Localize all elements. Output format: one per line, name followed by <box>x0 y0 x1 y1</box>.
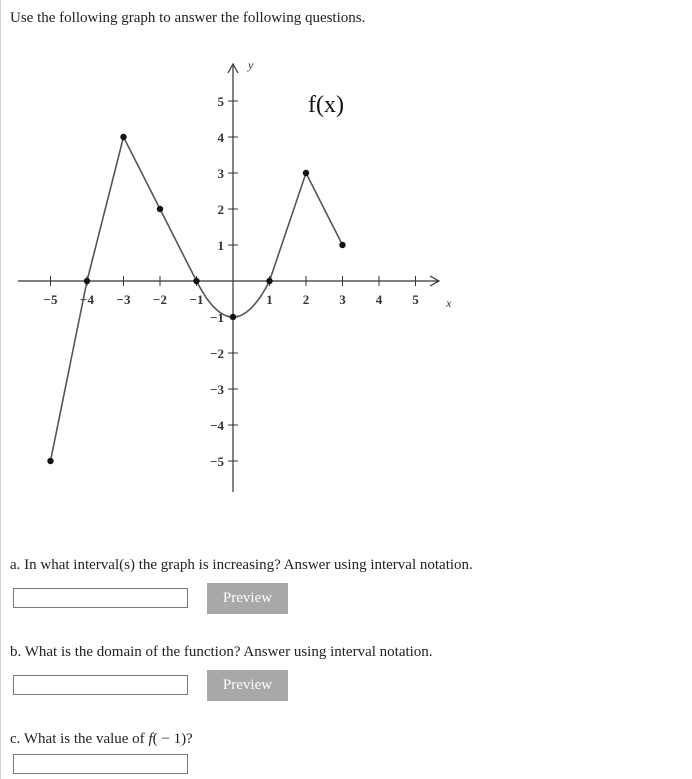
question-c <box>10 731 193 748</box>
y-axis-letter: y <box>248 58 254 72</box>
graph-point <box>339 242 345 248</box>
y-tick-label: −1 <box>210 310 224 325</box>
preview-a-button[interactable]: Preview <box>207 583 288 614</box>
x-tick-label: 3 <box>339 292 346 307</box>
graph-point <box>266 278 272 284</box>
y-tick-label: 1 <box>217 238 224 253</box>
x-tick-label: −1 <box>189 292 204 307</box>
x-tick-label: −3 <box>116 292 131 307</box>
intro-text: Use the following graph to answer the following questions. <box>10 10 366 26</box>
x-tick-label: 4 <box>375 292 383 307</box>
x-tick-label: −4 <box>80 292 94 307</box>
graph-point <box>120 134 126 140</box>
question-b: b. What is the domain of the function? Answer using interval notation. <box>10 644 433 660</box>
x-tick-label: 5 <box>412 292 419 307</box>
graph-point <box>157 206 163 212</box>
question-a: a. In what interval(s) the graph is increasing? Answer using interval notation. <box>10 557 473 573</box>
x-tick-label: 1 <box>266 292 273 307</box>
right-piece-line <box>270 173 343 281</box>
x-axis-letter: x <box>446 296 452 310</box>
x-tick-label: 2 <box>302 292 310 307</box>
question-c-arg: ( − 1)? <box>152 731 193 747</box>
function-graph <box>0 52 470 502</box>
y-tick-label: 5 <box>217 94 224 109</box>
y-tick-label: −5 <box>210 454 224 469</box>
x-tick-label: −2 <box>153 292 167 307</box>
graph-point <box>47 458 53 464</box>
preview-b-button[interactable]: Preview <box>207 670 288 701</box>
y-tick-label: −4 <box>210 418 224 433</box>
y-tick-label: 2 <box>217 202 224 217</box>
y-tick-label: 4 <box>217 130 224 145</box>
y-tick-label: 3 <box>217 166 224 181</box>
graph-point <box>193 278 199 284</box>
y-tick-label: −3 <box>210 382 224 397</box>
answer-a-input[interactable] <box>13 588 188 608</box>
graph-point <box>303 170 309 176</box>
question-c-text: c. What is the value of <box>10 731 149 747</box>
y-tick-label: −2 <box>210 346 224 361</box>
graph-point <box>230 314 236 320</box>
answer-c-input[interactable] <box>13 754 188 774</box>
function-label: f(x) <box>308 92 344 118</box>
graph-point <box>84 278 90 284</box>
answer-b-input[interactable] <box>13 675 188 695</box>
x-tick-label: −5 <box>43 292 58 307</box>
question-c-func: f <box>148 731 153 747</box>
